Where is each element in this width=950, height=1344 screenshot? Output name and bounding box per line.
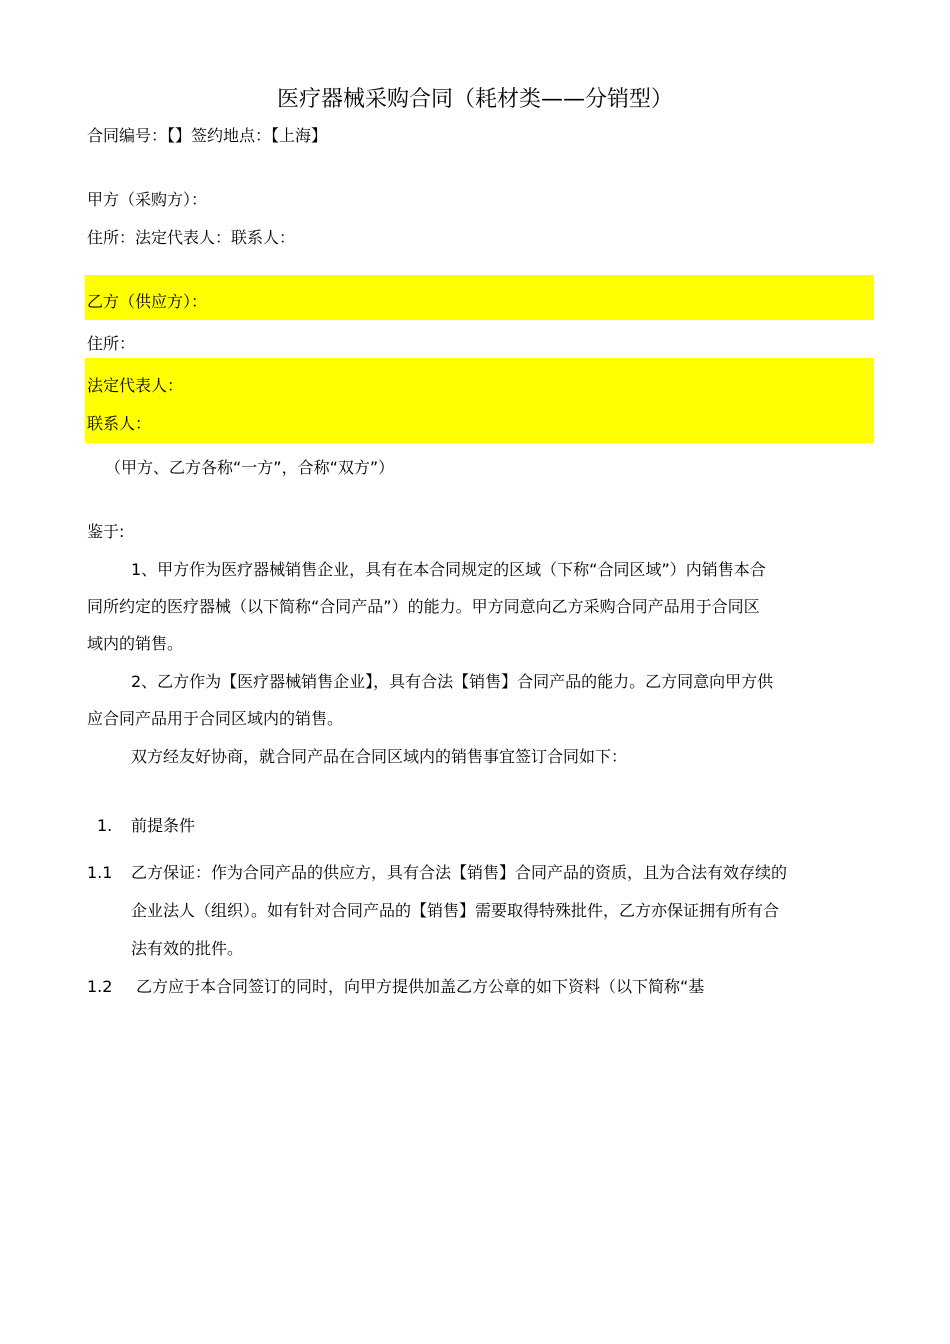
whereas-1-line: 1、甲方作为医疗器械销售企业，具有在本合同规定的区域（下称“合同区域”）内销售本合 <box>131 560 766 579</box>
clause-1-1-line: 企业法人（组织）。如有针对合同产品的【销售】需要取得特殊批件，乙方亦保证拥有所有合 <box>131 901 780 920</box>
party-b-contact: 联系人： <box>87 414 152 433</box>
party-b-label: 乙方（供应方）： <box>87 292 208 311</box>
section-1-title: 前提条件 <box>131 816 196 835</box>
whereas-2-line: 应合同产品用于合同区域内的销售。 <box>87 709 344 728</box>
whereas-heading: 鉴于: <box>87 522 125 541</box>
contract-number-line: 合同编号：【】签约地点：【上海】 <box>87 126 328 145</box>
parties-note: （甲方、乙方各称“一方”，合称“双方”） <box>105 458 395 477</box>
whereas-1-line: 同所约定的医疗器械（以下简称“合同产品”）的能力。甲方同意向乙方采购合同产品用于合同区 <box>87 597 760 616</box>
party-a-details: 住所：法定代表人：联系人： <box>87 228 296 247</box>
party-b-rep-highlight <box>85 358 874 443</box>
clause-1-1-line: 法有效的批件。 <box>131 939 244 958</box>
section-1-number: 1. <box>97 816 113 835</box>
clause-1-2-text: 乙方应于本合同签订的同时，向甲方提供加盖乙方公章的如下资料（以下简称“基 <box>136 977 705 996</box>
whereas-1-line: 域内的销售。 <box>87 634 184 653</box>
agreement-intro: 双方经友好协商，就合同产品在合同区域内的销售事宜签订合同如下： <box>131 747 628 766</box>
party-b-legal-rep: 法定代表人： <box>87 376 184 395</box>
clause-1-1-line: 乙方保证：作为合同产品的供应方，具有合法【销售】合同产品的资质，且为合法有效存续的 <box>131 863 788 882</box>
clause-1-1-number: 1.1 <box>87 863 113 882</box>
clause-1-2-number: 1.2 <box>87 977 113 996</box>
party-b-address: 住所： <box>87 334 136 353</box>
page-title: 医疗器械采购合同（耗材类——分销型） <box>276 87 673 112</box>
whereas-2-line: 2、乙方作为【医疗器械销售企业】，具有合法【销售】合同产品的能力。乙方同意向甲方供 <box>131 672 774 691</box>
party-a-label: 甲方（采购方）： <box>87 190 208 209</box>
